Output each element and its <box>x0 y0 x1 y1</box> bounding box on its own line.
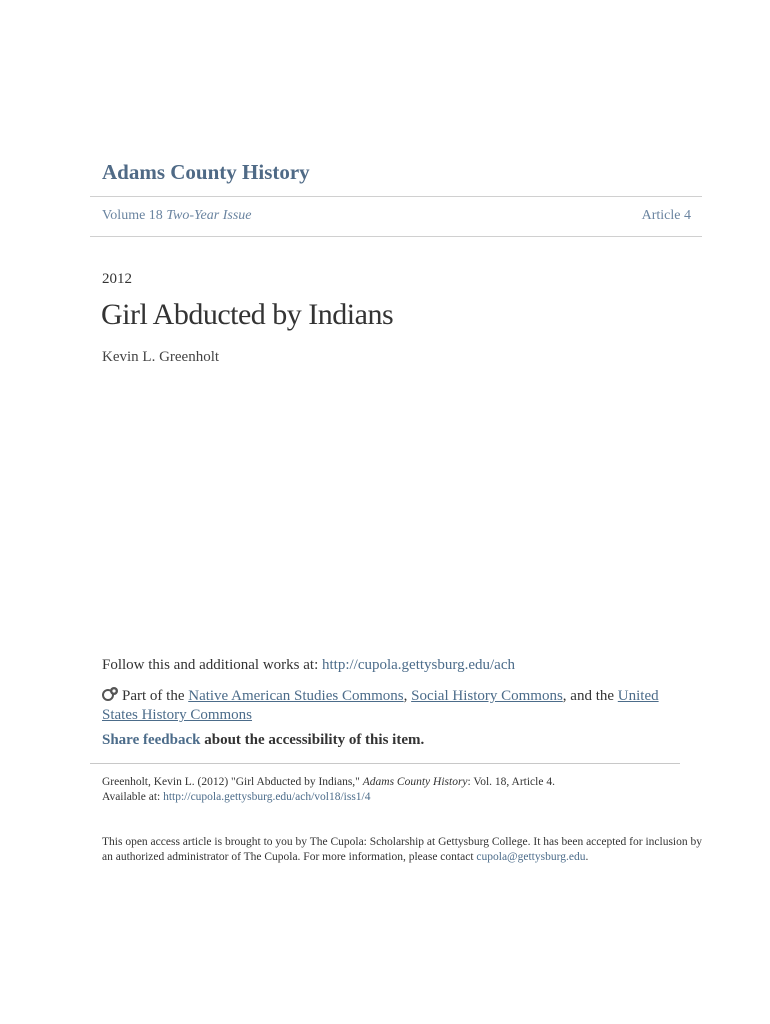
feedback-text: about the accessibility of this item. <box>204 732 425 748</box>
disclaimer-end: . <box>585 851 589 863</box>
recommended-citation <box>102 775 702 805</box>
citation-text: Greenholt, Kevin L. (2012) "Girl Abducted by Indians," <box>102 776 360 788</box>
native-american-studies-commons-link[interactable]: Native American Studies Commons <box>188 688 404 704</box>
united-states-history-commons-link[interactable]: United States History Commons <box>102 688 659 723</box>
follow-works-line <box>102 657 515 674</box>
available-at-label: Available at: <box>102 791 161 803</box>
citation-divider <box>90 763 680 764</box>
citation-journal: Adams County History <box>362 776 468 788</box>
article-url-link[interactable]: http://cupola.gettysburg.edu/ach/vol18/iss1/4 <box>163 791 371 803</box>
follow-url-link[interactable]: http://cupola.gettysburg.edu/ach <box>321 657 515 673</box>
part-of-commons <box>102 686 682 725</box>
follow-text: Follow this and additional works at: <box>102 657 319 673</box>
share-feedback-link[interactable]: Share feedback <box>102 732 201 748</box>
author-name: Kevin L. Greenholt <box>102 349 220 365</box>
publication-year: 2012 <box>102 271 132 287</box>
volume-label: Volume 18 <box>102 208 163 223</box>
commons-conjunction: , and the <box>562 688 615 704</box>
commons-network-icon <box>102 686 120 702</box>
contact-email-link[interactable]: cupola@gettysburg.edu <box>476 851 586 863</box>
disclaimer-text: This open access article is brought to you by The Cupola: Scholarship at Gettysburg College. It has been accepted for inclusion by an authorized administrator of The Cupola. For more information, please contact <box>102 836 702 863</box>
journal-title[interactable]: Adams County History <box>102 160 310 184</box>
article-number[interactable]: Article 4 <box>641 208 691 223</box>
article-title: Girl Abducted by Indians <box>101 298 394 331</box>
social-history-commons-link[interactable]: Social History Commons <box>411 688 563 704</box>
issue-name: Two-Year Issue <box>166 208 252 223</box>
volume-issue-line[interactable] <box>102 208 252 224</box>
open-access-disclaimer <box>102 835 702 865</box>
part-of-prefix: Part of the <box>122 688 185 704</box>
header-divider-bottom <box>90 236 702 237</box>
citation-volume: : Vol. 18, Article 4. <box>467 776 555 788</box>
accessibility-feedback <box>102 732 424 749</box>
header-divider-top <box>90 196 702 197</box>
commons-separator: , <box>403 688 408 704</box>
